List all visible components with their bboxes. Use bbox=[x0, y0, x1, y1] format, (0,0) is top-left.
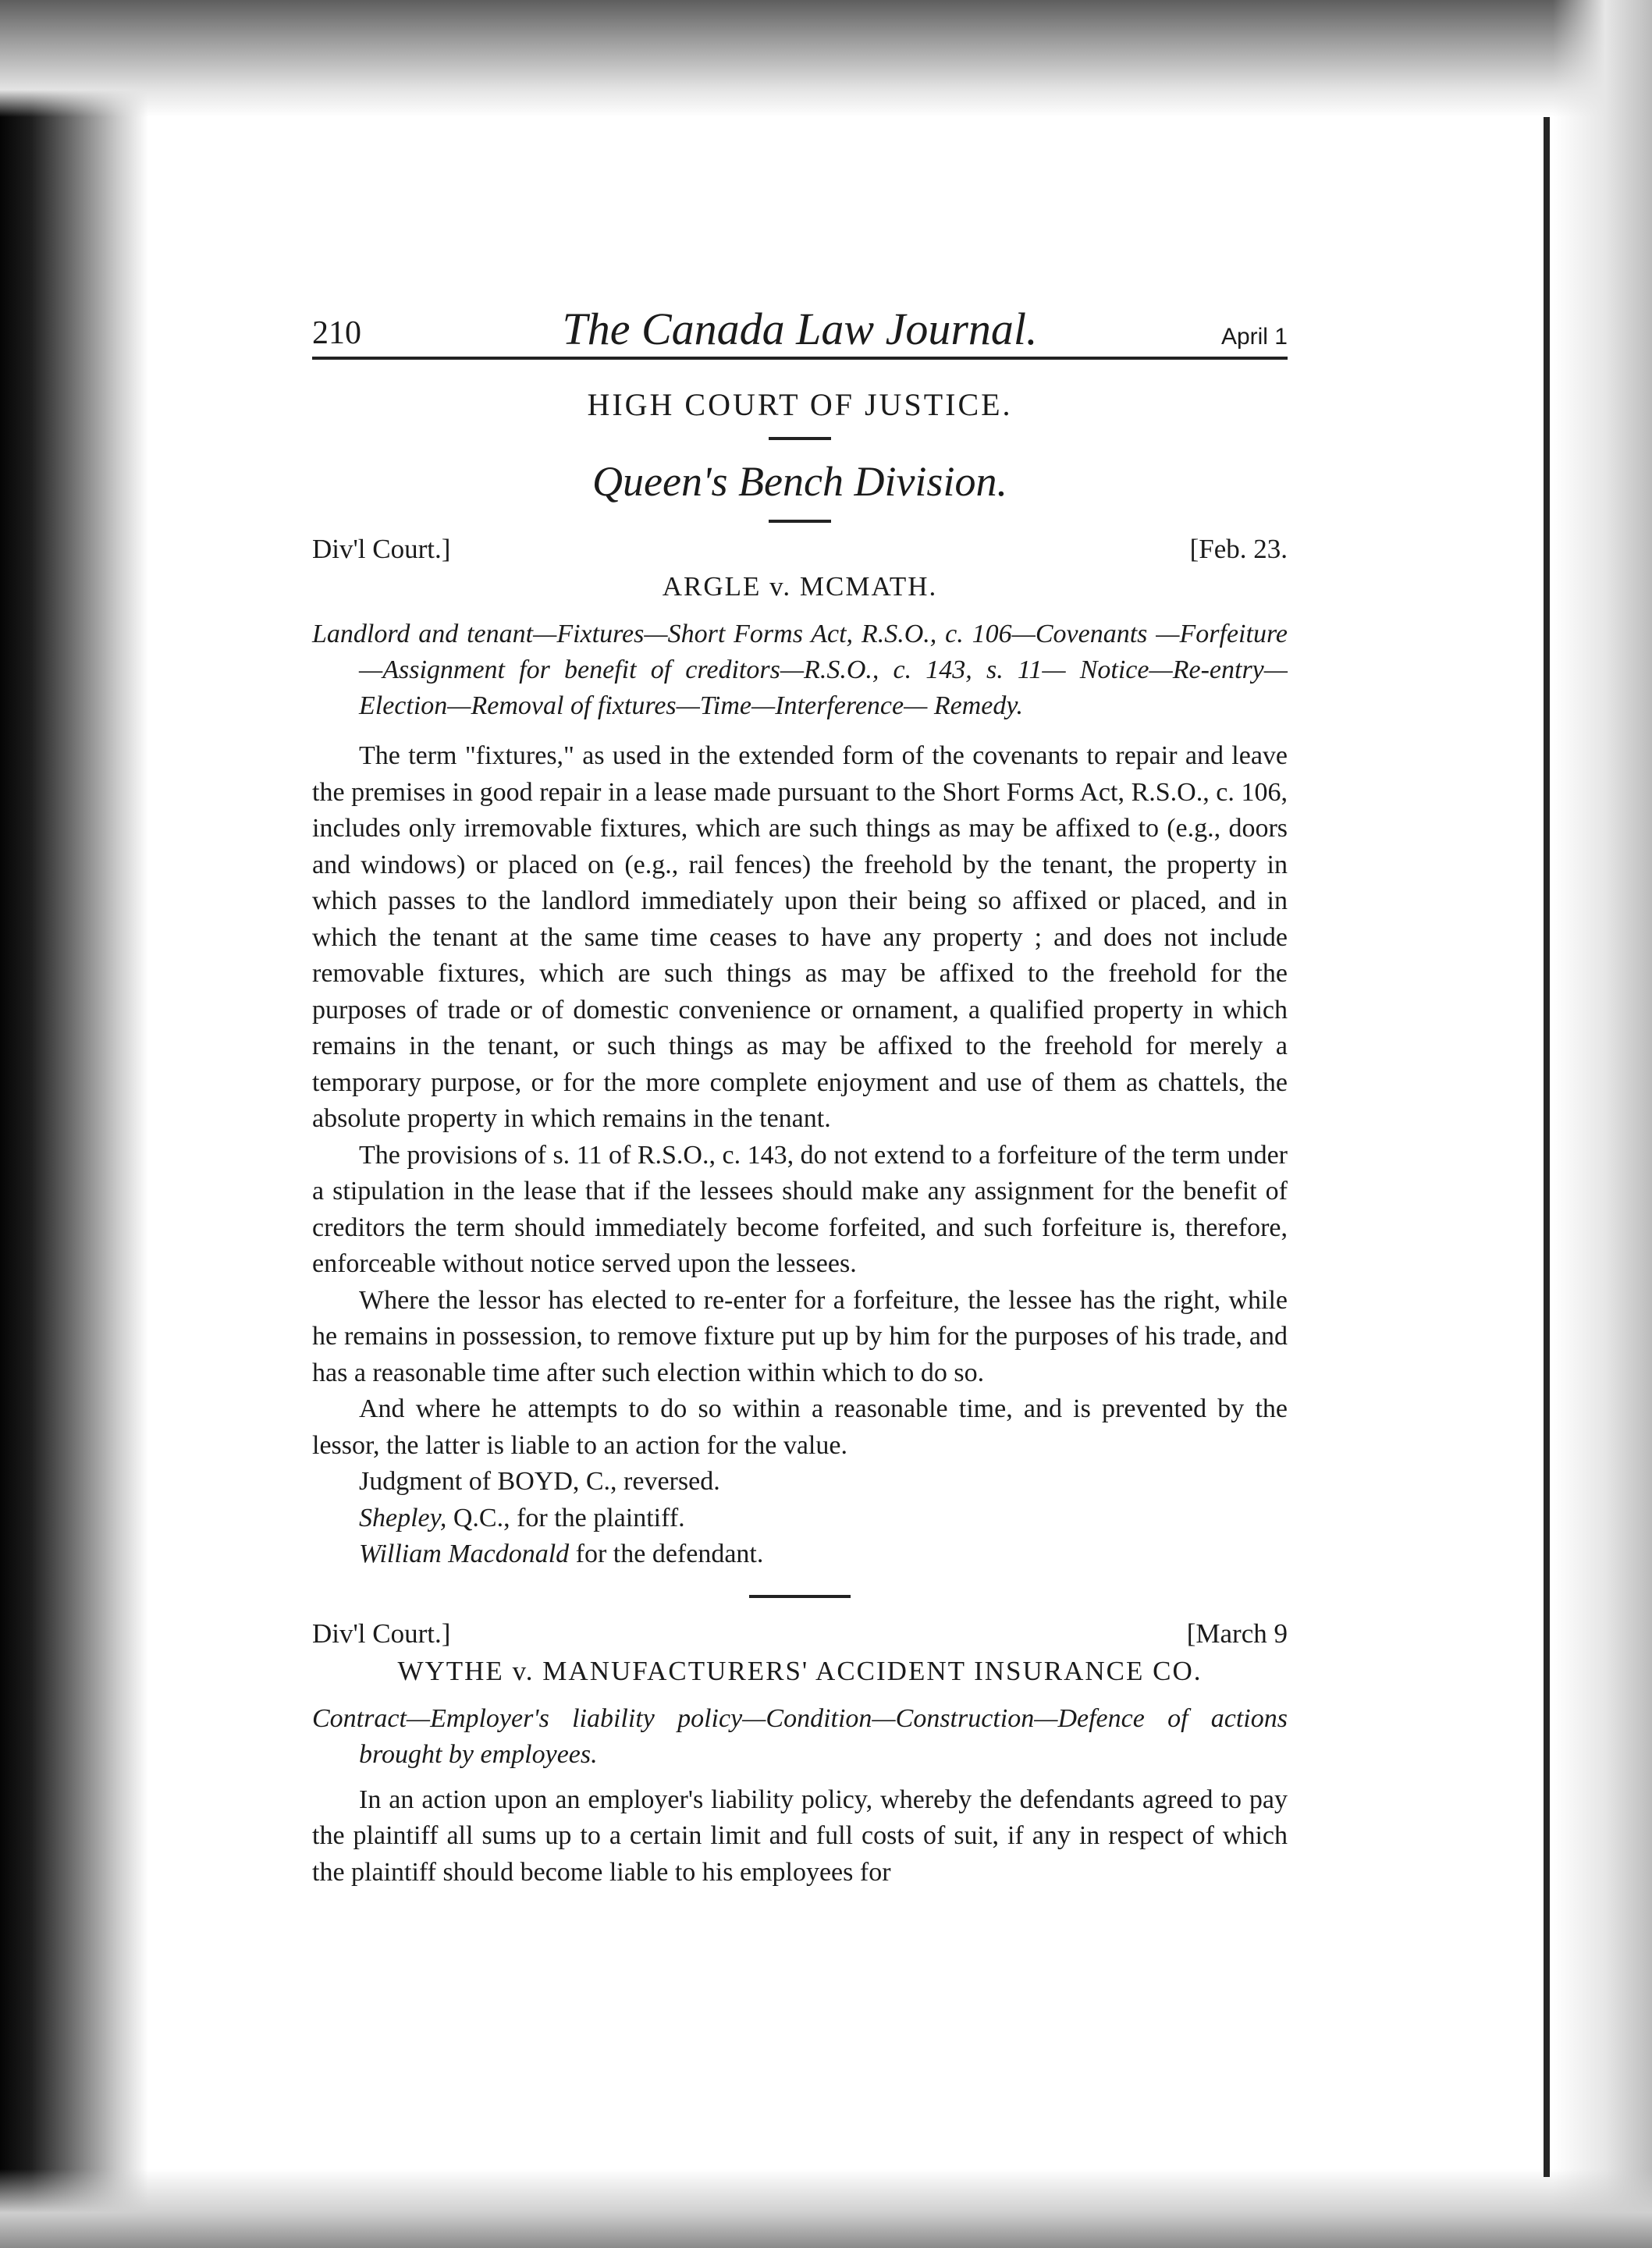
divider bbox=[769, 520, 831, 523]
scan-bottom-shadow bbox=[0, 2169, 1652, 2248]
scan-binding-line bbox=[1544, 117, 1550, 2177]
scan-left-shadow bbox=[0, 0, 148, 2248]
counsel-defendant bbox=[312, 1536, 1288, 1573]
case-parties: WYTHE v. MANUFACTURERS' ACCIDENT INSURANCE CO. bbox=[397, 1655, 1203, 1686]
case-court: Div'l Court.] bbox=[312, 1618, 451, 1649]
divider bbox=[749, 1595, 851, 1598]
journal-page bbox=[312, 300, 1288, 1891]
body-paragraph: The term "fixtures," as used in the extended form of the covenants to repair and leave the premises in good repair in a lease made pursuant to the Short Forms Act, R.S.O., c. 106, includes only irremovable fixtures, which are such things as may be affixed to (e.g., doors and windows) or placed on (e.g., rail fences) the freehold by the tenant, the property in which passes to the landlord immediately upon their being so affixed or placed, and in which the tenant at the same time ceases to have any property ; and does not include removable fixtures, which are such things as may be affixed to the freehold for the purposes of trade or of domestic convenience or ornament, a qualified property in which remains in the tenant, or such things as may be affixed to the freehold for merely a temporary purpose, or for the more complete enjoyment and use of them as chattels, the absolute property in which remains in the tenant. bbox=[312, 741, 1288, 1133]
division-heading: Queen's Bench Division. bbox=[592, 458, 1007, 505]
counsel-plaintiff-name: Shepley, bbox=[359, 1503, 447, 1532]
judgment-note: Judgment of BOYD, C., reversed. bbox=[359, 1467, 720, 1496]
case-date: [Feb. 23. bbox=[1189, 534, 1288, 564]
case-citation-line bbox=[312, 534, 1288, 568]
body-paragraph: Where the lessor has elected to re-enter for a forfeiture, the lessee has the right, while he remains in possession, to remove fixture put up by him for the purposes of his trade, and has a reasonable time after such election within which to do so. bbox=[312, 1285, 1288, 1387]
counsel-defendant-name: William Macdonald bbox=[359, 1540, 570, 1568]
counsel-defendant-text: for the defendant. bbox=[569, 1540, 764, 1568]
case-citation-line bbox=[312, 1618, 1288, 1653]
scan-top-shadow bbox=[0, 0, 1652, 117]
journal-title: The Canada Law Journal. bbox=[562, 304, 1038, 354]
running-head bbox=[312, 300, 1288, 360]
page-number: 210 bbox=[312, 315, 361, 351]
case-parties: ARGLE v. MCMATH. bbox=[662, 571, 938, 602]
counsel-plaintiff bbox=[312, 1500, 1288, 1537]
running-head-date: April 1 bbox=[1220, 324, 1288, 350]
scan-right-shadow bbox=[1553, 0, 1652, 2248]
case-date: [March 9 bbox=[1186, 1618, 1288, 1649]
body-paragraph: And where he attempts to do so within a reasonable time, and is prevented by the lessor, the latter is liable to an action for the value. bbox=[312, 1394, 1288, 1460]
case-headnote: Landlord and tenant—Fixtures—Short Forms Act, R.S.O., c. 106—Covenants —Forfeiture—Assignment for benefit of creditors—R.S.O., c. 143, s. 11— Notice—Re-entry—Election—Removal of fixtures—Time—Interference— Remedy. bbox=[312, 620, 1288, 720]
body-paragraph: The provisions of s. 11 of R.S.O., c. 143, do not extend to a forfeiture of the term under a stipulation in the lease that if the lessees should make any assignment for the benefit of creditors the term should immediately become forfeited, and such forfeiture is, therefore, enforceable without notice served upon the lessees. bbox=[312, 1140, 1288, 1278]
counsel-plaintiff-text: Q.C., for the plaintiff. bbox=[446, 1503, 685, 1532]
case-headnote: Contract—Employer's liability policy—Condition—Construction—Defence of actions brought by employees. bbox=[312, 1703, 1288, 1769]
court-heading: HIGH COURT OF JUSTICE. bbox=[587, 387, 1013, 422]
body-paragraph: In an action upon an employer's liability policy, whereby the defendants agreed to pay the plaintiff all sums up to a certain limit and full costs of suit, if any in respect of which the plaintiff should become liable to his employees for bbox=[312, 1785, 1288, 1887]
divider bbox=[769, 437, 831, 440]
case-court: Div'l Court.] bbox=[312, 534, 451, 564]
